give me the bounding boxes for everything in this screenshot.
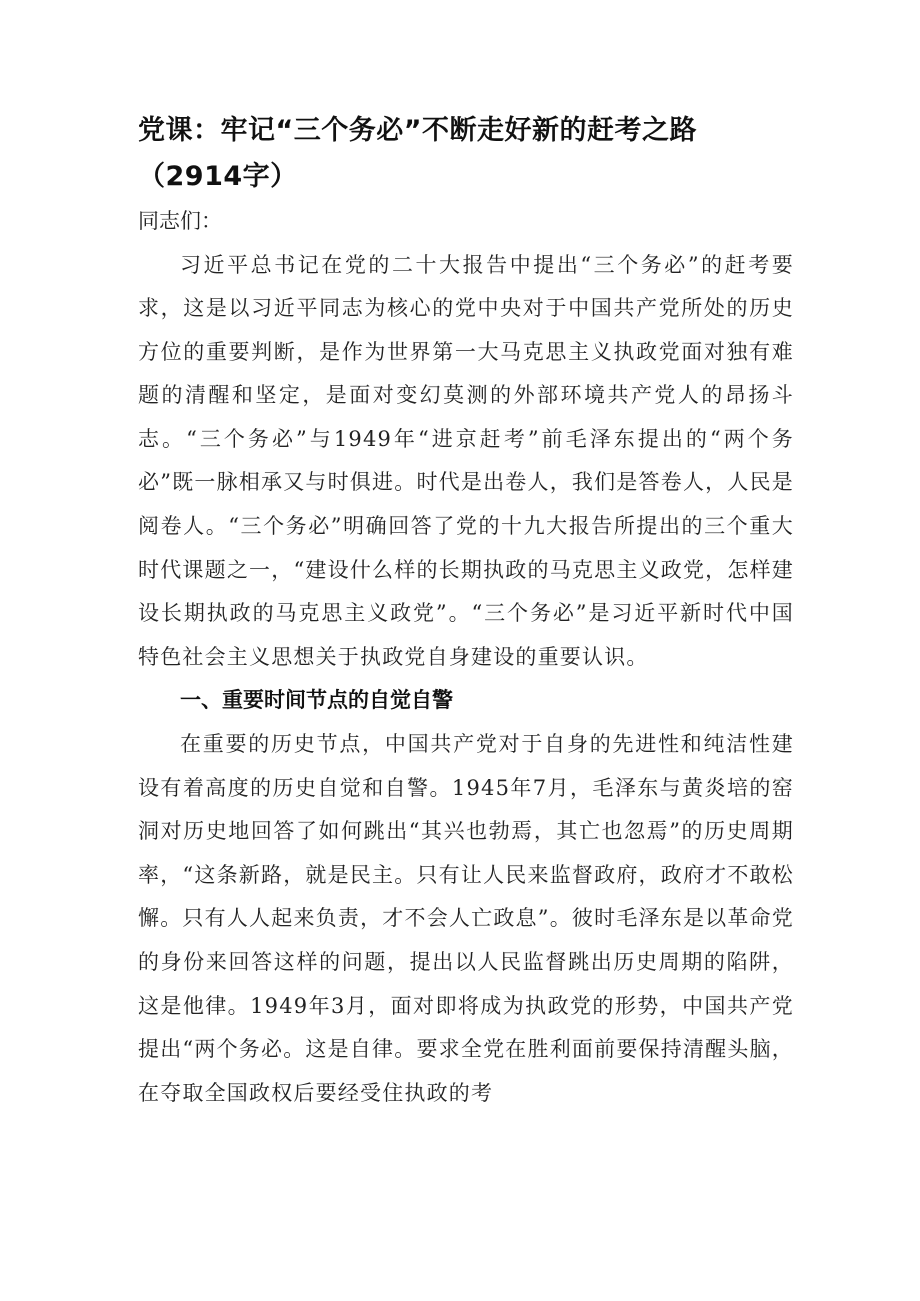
intro-paragraph: 习近平总书记在党的二十大报告中提出“三个务必”的赶考要求，这是以习近平同志为核心的党中央对于中国共产党所处的历史方位的重要判断，是作为世界第一大马克思主义执政党面对独有难题的清醒和坚定，是面对变幻莫测的外部环境共产党人的昂扬斗志。“三个务必”与1949年“进京赶考”前毛泽东提出的“两个务必”既一脉相承又与时俱进。时代是出卷人，我们是答卷人，人民是阅卷人。“三个务必”明确回答了党的十九大报告所提出的三个重大时代课题之一，“建设什么样的长期执政的马克思主义政党，怎样建设长期执政的马克思主义政党”。“三个务必”是习近平新时代中国特色社会主义思想关于执政党自身建设的重要认识。	[138, 252, 794, 669]
document-body	[138, 108, 794, 1115]
section-paragraph: 在重要的历史节点，中国共产党对于自身的先进性和纯洁性建设有着高度的历史自觉和自警。1945年7月，毛泽东与黄炎培的窑洞对历史地回答了如何跳出“其兴也勃焉，其亡也忽焉”的历史周期率，“这条新路，就是民主。只有让人民来监督政府，政府才不敢松懈。只有人人起来负责，才不会人亡政息”。彼时毛泽东是以革命党的身份来回答这样的问题，提出以人民监督跳出历史周期的陷阱，这是他律。1949年3月，面对即将成为执政党的形势，中国共产党提出“两个务必。这是自律。要求全党在胜利面前要保持清醒头脑，在夺取全国政权后要经受住执政的考	[138, 732, 794, 1105]
salutation: 同志们：	[138, 209, 222, 233]
document-title: 党课：牢记“三个务必”不断走好新的赶考之路（2914字）	[138, 115, 697, 192]
section-heading: 一、重要时间节点的自觉自警	[180, 688, 453, 713]
